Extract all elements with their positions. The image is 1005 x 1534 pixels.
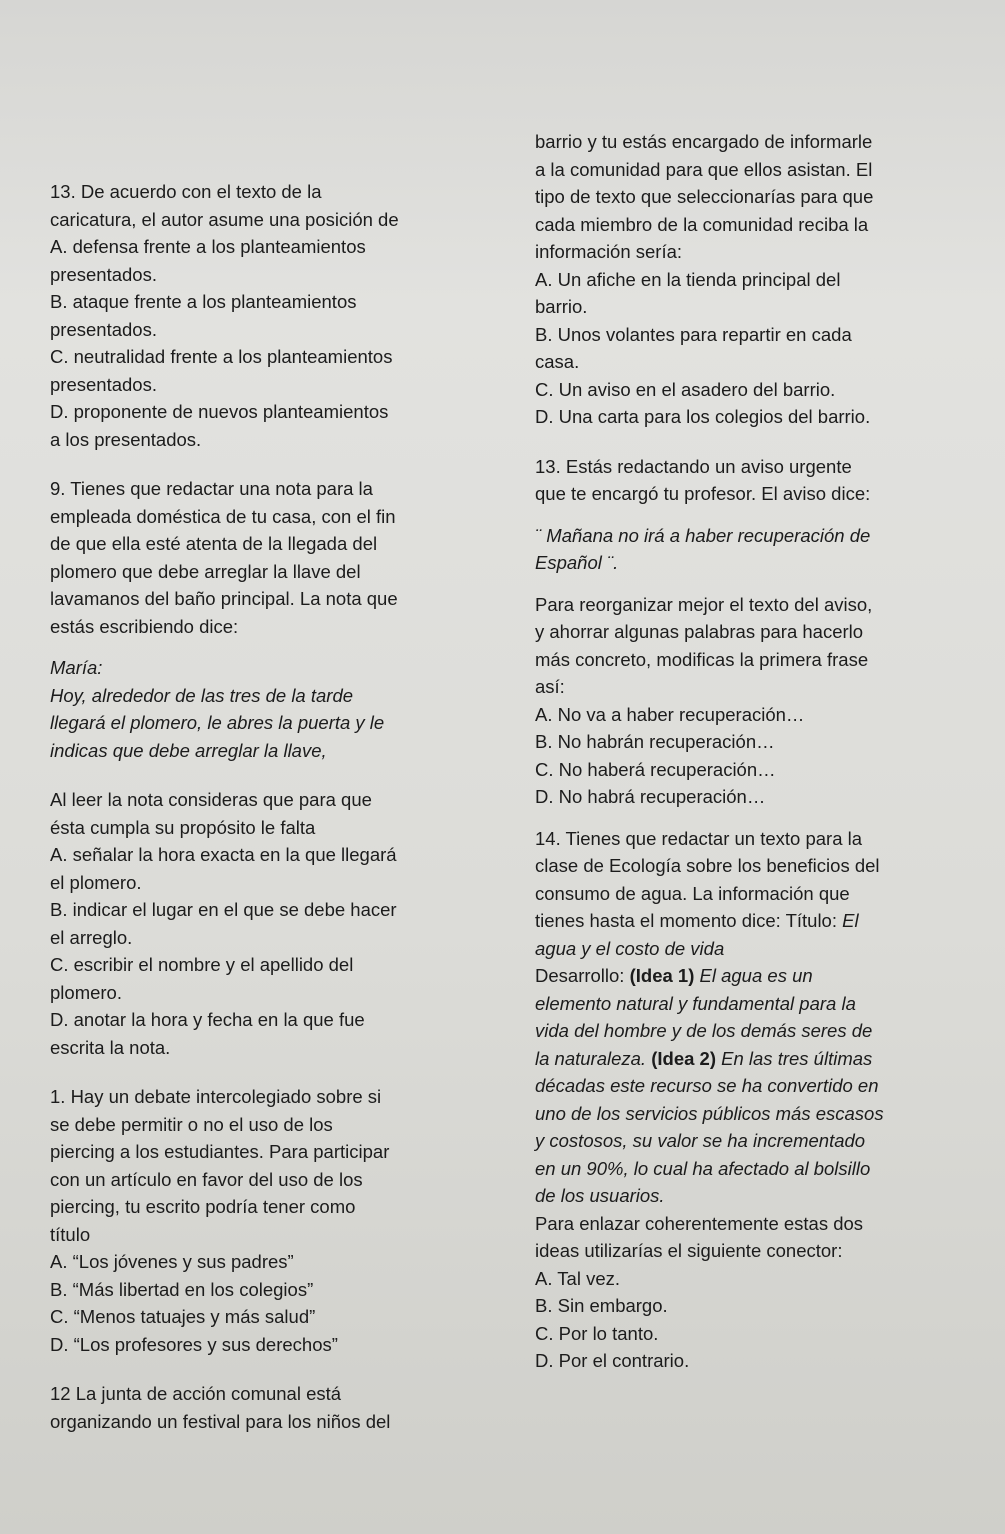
option-c: C. Por lo tanto.: [535, 1322, 659, 1344]
stem-line: 9. Tienes que redactar una nota para la: [50, 478, 373, 499]
option-b: B. indicar el lugar en el que se debe hacer: [50, 899, 397, 920]
option-b: B. No habrán recuperación…: [535, 731, 775, 752]
idea-2-line: y costosos, su valor se ha incrementado: [535, 1130, 866, 1151]
question-14-agua: [535, 825, 955, 1375]
option-d: D. Por el contrario.: [535, 1350, 690, 1371]
instruction-line: más concreto, modificas la primera frase: [535, 648, 869, 670]
option-a-cont: el plomero.: [50, 871, 142, 893]
stem-line: de que ella esté atenta de la llegada del: [50, 533, 378, 554]
option-b: B. Sin embargo.: [535, 1295, 668, 1316]
stem-line: 13. Estás redactando un aviso urgente: [535, 455, 852, 477]
left-column: [50, 178, 480, 1435]
stem-line: con un artículo en favor del uso de los: [50, 1168, 363, 1190]
instruction-line: así:: [535, 676, 565, 697]
stem-line: información sería:: [535, 241, 683, 262]
note-line: llegará el plomero, le abres la puerta y le: [50, 712, 385, 733]
idea-2-line: en un 90%, lo cual ha afectado al bolsillo: [535, 1157, 871, 1179]
stem-line: piercing, tu escrito podría tener como: [50, 1196, 356, 1217]
option-b-cont: el arreglo.: [50, 926, 133, 948]
stem-line: clase de Ecología sobre los beneficios del: [535, 855, 880, 876]
option-d: D. proponente de nuevos planteamientos: [50, 401, 389, 422]
title-text-start: El: [842, 910, 859, 931]
question-line: ésta cumpla su propósito le falta: [50, 816, 316, 838]
question-13-caricatura: [50, 178, 480, 453]
idea-2-label: (Idea 2): [651, 1047, 716, 1069]
idea-1-text: El agua es un: [694, 965, 813, 986]
stem-line: organizando un festival para los niños del: [50, 1410, 391, 1432]
option-c-cont: presentados.: [50, 373, 157, 395]
stem-line: 13. De acuerdo con el texto de la: [50, 181, 322, 202]
option-b: B. Unos volantes para repartir en cada: [535, 323, 852, 345]
option-a: A. Tal vez.: [535, 1267, 621, 1289]
stem-line: se debe permitir o no el uso de los: [50, 1113, 333, 1135]
development-label: Desarrollo:: [535, 965, 630, 986]
instruction-line: y ahorrar algunas palabras para hacerlo: [535, 621, 864, 642]
option-c: C. No haberá recuperación…: [535, 758, 776, 780]
stem-line: plomero que debe arreglar la llave del: [50, 560, 361, 582]
question-12-festival-start: [50, 1380, 480, 1435]
question-line: Al leer la nota consideras que para que: [50, 789, 372, 810]
stem-line: a la comunidad para que ellos asistan. El: [535, 158, 873, 180]
option-a: A. señalar la hora exacta en la que llegará: [50, 844, 397, 865]
idea-1-line: elemento natural y fundamental para la: [535, 992, 856, 1014]
stem-line: tipo de texto que seleccionarías para que: [535, 186, 874, 207]
idea-2-line: uno de los servicios públicos más escasos: [535, 1102, 884, 1124]
option-d: D. “Los profesores y sus derechos”: [50, 1333, 338, 1355]
instruction-line: Para reorganizar mejor el texto del aviso,: [535, 593, 873, 615]
stem-line: 12 La junta de acción comunal está: [50, 1383, 342, 1404]
right-column: [535, 128, 955, 1375]
question-line: ideas utilizarías el siguiente conector:: [535, 1240, 843, 1261]
option-c: C. Un aviso en el asadero del barrio.: [535, 378, 836, 400]
stem-line: 1. Hay un debate intercolegiado sobre si: [50, 1086, 382, 1107]
stem-line: lavamanos del baño principal. La nota que: [50, 588, 398, 609]
option-b-cont: casa.: [535, 351, 580, 372]
note-greeting: María:: [50, 657, 103, 678]
option-b-cont: presentados.: [50, 318, 157, 340]
stem-line: caricatura, el autor asume una posición de: [50, 208, 399, 230]
option-d-cont: escrita la nota.: [50, 1036, 171, 1058]
notice-line: ¨ Mañana no irá a haber recuperación de: [535, 524, 871, 546]
question-line: Para enlazar coherentemente estas dos: [535, 1212, 864, 1234]
option-c: C. “Menos tatuajes y más salud”: [50, 1306, 316, 1327]
idea-2-line: de los usuarios.: [535, 1185, 665, 1206]
idea-1-label: (Idea 1): [629, 965, 695, 986]
idea-1-end: la naturaleza.: [535, 1047, 652, 1069]
note-line: indicas que debe arreglar la llave,: [50, 739, 327, 761]
development-line: [535, 962, 955, 990]
option-c: C. escribir el nombre y el apellido del: [50, 954, 354, 975]
option-b: B. “Más libertad en los colegios”: [50, 1278, 314, 1300]
option-a: A. “Los jóvenes y sus padres”: [50, 1251, 294, 1272]
option-b: B. ataque frente a los planteamientos: [50, 291, 357, 312]
option-c-cont: plomero.: [50, 981, 122, 1003]
question-12-festival-cont: [535, 128, 955, 431]
idea-2-line: décadas este recurso se ha convertido en: [535, 1075, 879, 1096]
stem-line: 14. Tienes que redactar un texto para la: [535, 827, 863, 849]
option-a: A. Un afiche en la tienda principal del: [535, 268, 841, 290]
stem-line: que te encargó tu profesor. El aviso dice:: [535, 483, 871, 504]
option-d-cont: a los presentados.: [50, 428, 202, 450]
stem-line: empleada doméstica de tu casa, con el fin: [50, 505, 396, 527]
stem-line: cada miembro de la comunidad reciba la: [535, 213, 869, 235]
idea-2-text: En las tres últimas: [716, 1047, 873, 1069]
option-a-cont: presentados.: [50, 263, 157, 285]
notice-line: Español ¨.: [535, 552, 619, 573]
stem-line: consumo de agua. La información que: [535, 882, 850, 904]
stem-line: piercing a los estudiantes. Para participar: [50, 1141, 390, 1162]
question-13-aviso: [535, 453, 955, 811]
idea-2-line: [535, 1045, 955, 1073]
option-d: D. No habrá recuperación…: [535, 786, 766, 807]
note-line: Hoy, alrededor de las tres de la tarde: [50, 684, 354, 706]
stem-line: barrio y tu estás encargado de informarle: [535, 131, 873, 152]
title-text-end: agua y el costo de vida: [535, 937, 725, 959]
option-a-cont: barrio.: [535, 296, 588, 317]
stem-line: estás escribiendo dice:: [50, 615, 239, 637]
question-1-piercing: [50, 1083, 480, 1358]
stem-line: título: [50, 1223, 91, 1245]
option-c: C. neutralidad frente a los planteamientos: [50, 346, 393, 367]
idea-1-line: vida del hombre y de los demás seres de: [535, 1020, 873, 1041]
question-9-nota: [50, 475, 480, 1061]
option-a: A. defensa frente a los planteamientos: [50, 236, 366, 257]
option-a: A. No va a haber recuperación…: [535, 703, 805, 725]
option-d: D. Una carta para los colegios del barrio.: [535, 406, 871, 427]
title-prefix: tienes hasta el momento dice: Título:: [535, 910, 843, 931]
title-line: [535, 907, 955, 935]
option-d: D. anotar la hora y fecha en la que fue: [50, 1009, 365, 1030]
